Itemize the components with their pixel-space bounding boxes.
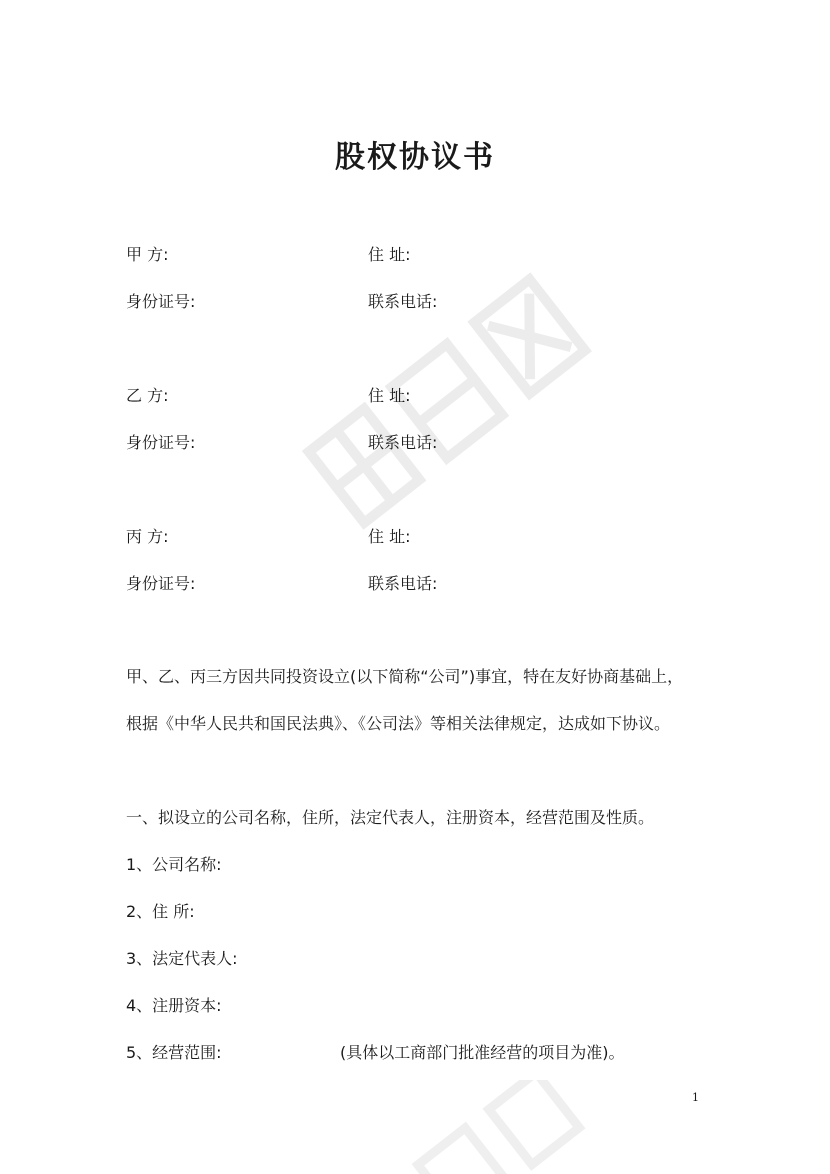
page-number: 1 — [692, 1091, 699, 1104]
party-b-address-label: 住 址: — [368, 386, 411, 405]
item-legal-representative: 3、法定代表人: — [126, 949, 238, 968]
section-1-heading: 一、拟设立的公司名称，住所，法定代表人，注册资本，经营范围及性质。 — [126, 808, 655, 827]
party-b-phone-label: 联系电话: — [368, 433, 438, 452]
party-a-name-label: 甲 方: — [126, 245, 169, 264]
party-c-id-label: 身份证号: — [126, 574, 196, 593]
party-c-address-label: 住 址: — [368, 527, 411, 546]
party-c-phone-label: 联系电话: — [368, 574, 438, 593]
party-a-address-label: 住 址: — [368, 245, 411, 264]
party-b-id-label: 身份证号: — [126, 433, 196, 452]
party-c-name-label: 丙 方: — [126, 527, 169, 546]
party-a-phone-label: 联系电话: — [368, 292, 438, 311]
intro-line-2: 根据《中华人民共和国民法典》、《公司法》等相关法律规定，达成如下协议。 — [126, 714, 671, 733]
party-b-name-label: 乙 方: — [126, 386, 169, 405]
business-scope-note: (具体以工商部门批准经营的项目为准)。 — [340, 1043, 625, 1062]
watermark-graphic-bottom — [300, 1080, 620, 1174]
document-title: 股权协议书 — [335, 140, 495, 175]
item-business-scope: 5、经营范围: — [126, 1043, 222, 1062]
item-residence: 2、住 所: — [126, 902, 195, 921]
watermark-graphic — [270, 260, 630, 550]
intro-line-1: 甲、乙、丙三方因共同投资设立(以下简称“公司”)事宜，特在友好协商基础上， — [126, 667, 684, 686]
party-a-id-label: 身份证号: — [126, 292, 196, 311]
item-company-name: 1、公司名称: — [126, 855, 222, 874]
item-registered-capital: 4、注册资本: — [126, 996, 222, 1015]
